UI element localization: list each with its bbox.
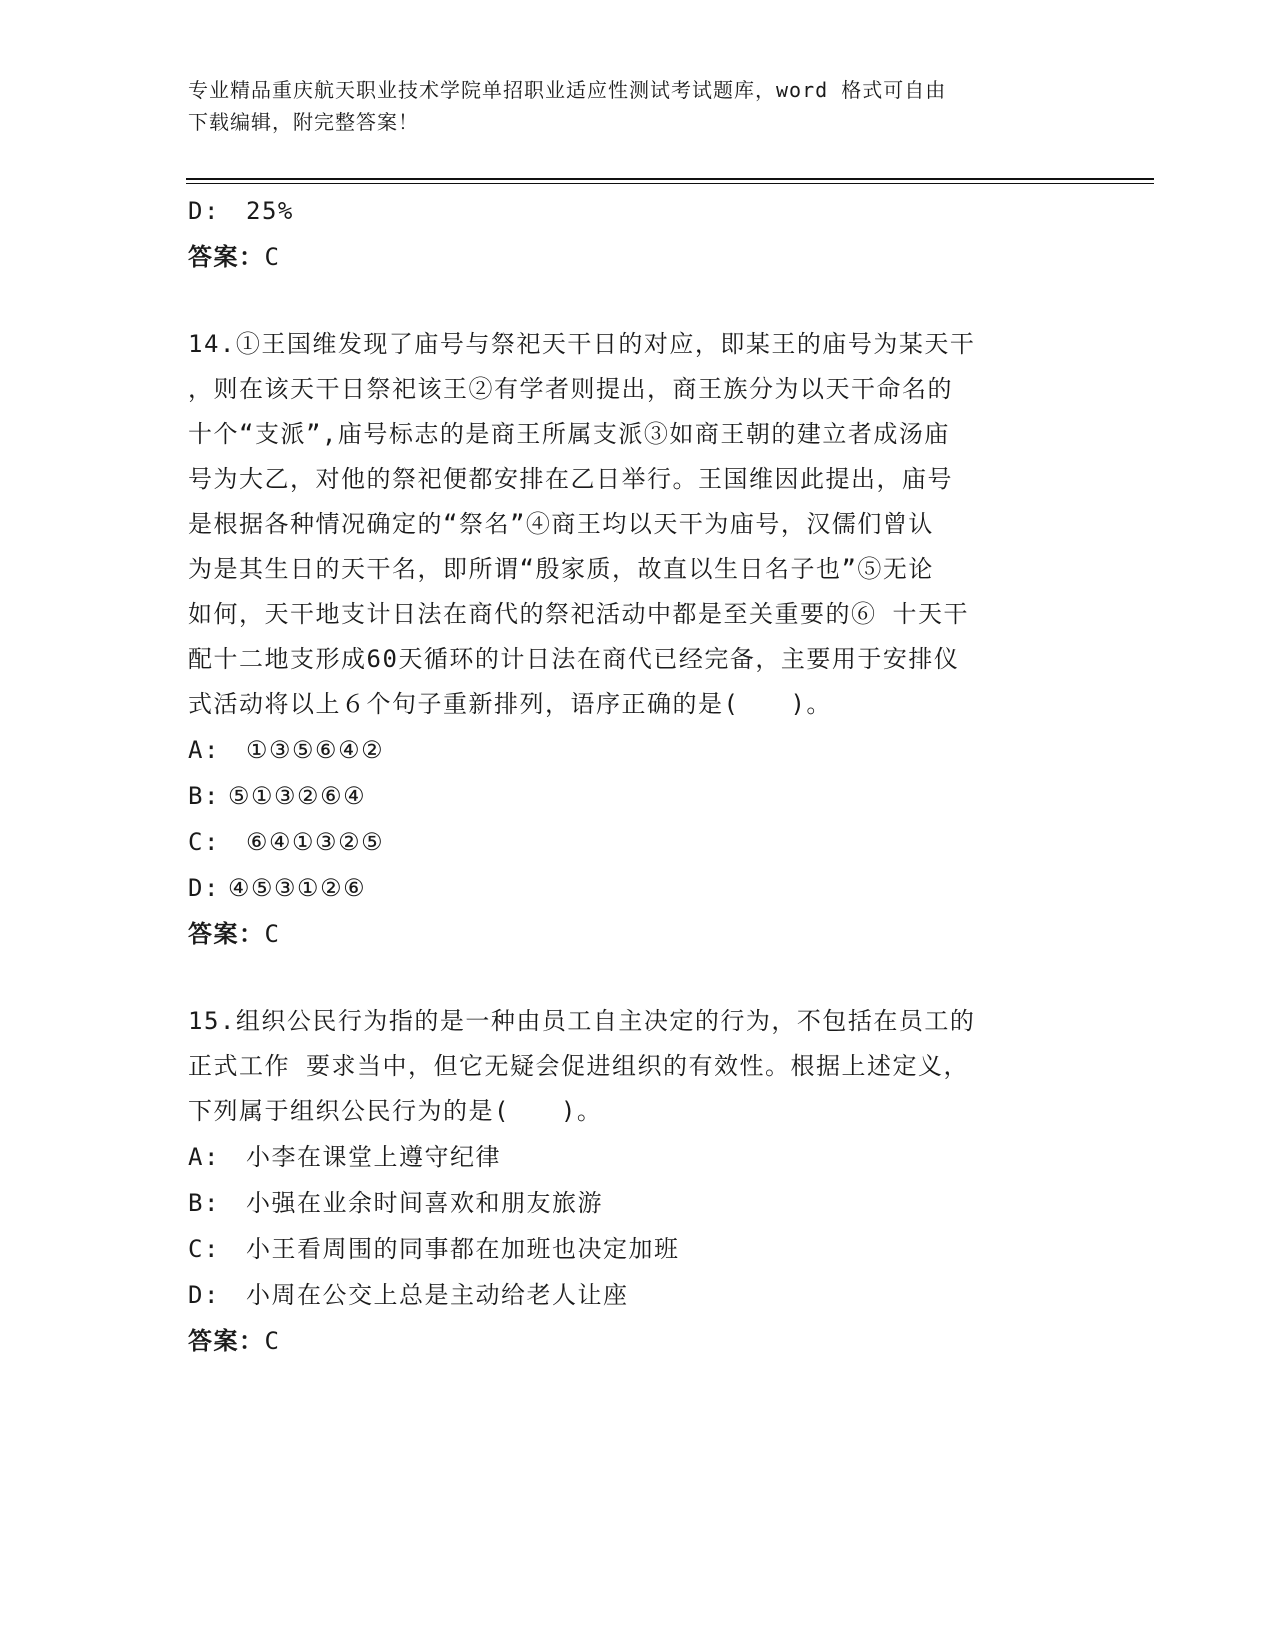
- option-label: C:: [188, 828, 220, 856]
- option-b: [188, 773, 1088, 819]
- answer-label: 答案：: [188, 920, 265, 948]
- option-text: 小周在公交上总是主动给老人让座: [246, 1281, 629, 1309]
- question-line: 配十二地支形成60天循环的计日法在商代已经完备，主要用于安排仪: [188, 645, 960, 673]
- option-label: B:: [188, 782, 220, 810]
- answer-15: [188, 1318, 1088, 1364]
- question-line: 正式工作 要求当中，但它无疑会促进组织的有效性。根据上述定义，: [188, 1052, 969, 1080]
- option-text: ⑤①③②⑥④: [228, 782, 367, 810]
- question-line: 是根据各种情况确定的“祭名”④商王均以天干为庙号，汉儒们曾认: [188, 510, 934, 538]
- answer-label: 答案：: [188, 1327, 265, 1355]
- option-text: ④⑤③①②⑥: [228, 874, 367, 902]
- header-line-1: 专业精品重庆航天职业技术学院单招职业适应性测试考试题库，word 格式可自由: [188, 78, 947, 102]
- answer-value: C: [264, 920, 281, 948]
- question-line: 下列属于组织公民行为的是( )。: [188, 1097, 603, 1125]
- option-label: A:: [188, 1143, 220, 1171]
- question-line: 式活动将以上６个句子重新排列，语序正确的是( )。: [188, 690, 832, 718]
- option-text: 小王看周围的同事都在加班也决定加班: [246, 1235, 680, 1263]
- document-header: [188, 74, 1078, 138]
- header-divider-thick: [186, 178, 1154, 180]
- question-line: 15.组织公民行为指的是一种由员工自主决定的行为，不包括在员工的: [188, 1007, 976, 1035]
- option-text: 25%: [246, 197, 294, 225]
- header-line-2: 下载编辑，附完整答案！: [188, 110, 419, 134]
- option-label: C:: [188, 1235, 220, 1263]
- answer-14: [188, 911, 1088, 957]
- option-d: [188, 1272, 1088, 1318]
- question-line: 为是其生日的天干名，即所谓“殷家质，故直以生日名子也”⑤无论: [188, 555, 934, 583]
- prev-answer: [188, 234, 1088, 280]
- option-d: [188, 865, 1088, 911]
- option-c: [188, 1226, 1088, 1272]
- answer-value: C: [264, 1327, 281, 1355]
- option-a: [188, 1134, 1088, 1180]
- header-divider-thin: [186, 183, 1154, 184]
- option-label: A:: [188, 736, 220, 764]
- option-label: B:: [188, 1189, 220, 1217]
- option-text: ①③⑤⑥④②: [246, 736, 385, 764]
- question-line: 号为大乙，对他的祭祀便都安排在乙日举行。王国维因此提出，庙号: [188, 465, 953, 493]
- question-15: [188, 999, 1088, 1364]
- option-c: [188, 819, 1088, 865]
- answer-value: C: [264, 243, 281, 271]
- option-text: ⑥④①③②⑤: [246, 828, 385, 856]
- option-text: 小强在业余时间喜欢和朋友旅游: [246, 1189, 603, 1217]
- question-line: 十个“支派”,庙号标志的是商王所属支派③如商王朝的建立者成汤庙: [188, 420, 950, 448]
- answer-label: 答案：: [188, 243, 265, 271]
- option-a: [188, 727, 1088, 773]
- option-b: [188, 1180, 1088, 1226]
- option-label: D:: [188, 1281, 220, 1309]
- question-line: 14.①王国维发现了庙号与祭祀天干日的对应，即某王的庙号为某天干: [188, 330, 976, 358]
- document-body: [188, 188, 1088, 1364]
- question-14: [188, 322, 1088, 957]
- option-label: D:: [188, 874, 220, 902]
- question-line: ，则在该天干日祭祀该王②有学者则提出，商王族分为以天干命名的: [188, 375, 953, 403]
- option-label: D:: [188, 197, 220, 225]
- prev-option-d: [188, 188, 1088, 234]
- question-line: 如何，天干地支计日法在商代的祭祀活动中都是至关重要的⑥ 十天干: [188, 600, 969, 628]
- option-text: 小李在课堂上遵守纪律: [246, 1143, 501, 1171]
